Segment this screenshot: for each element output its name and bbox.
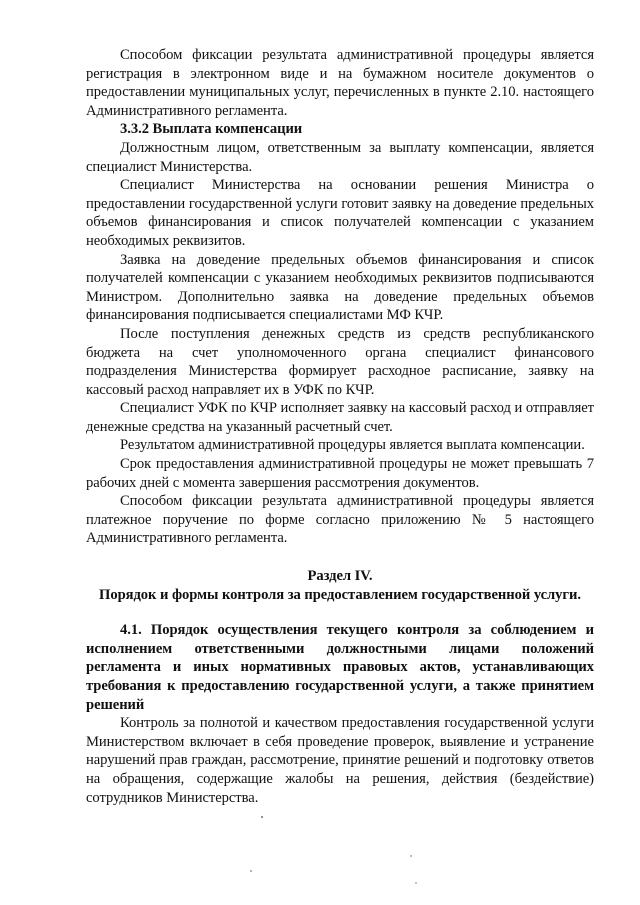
- paragraph-request-signing: Заявка на доведение предельных объемов финансирования и список получателей компенсации с указанием необходимых реквизитов подписываются Министром. Дополнительно заявка на доведение предельных объемов финансирования подписывается специалистами МФ КЧР.: [86, 251, 594, 324]
- section-title: Порядок и формы контроля за предоставлением государственной услуги.: [99, 586, 581, 603]
- paragraph-ufk-execution: Специалист УФК по КЧР исполняет заявку на кассовый расход и отправляет денежные средства на указанный расчетный счет.: [86, 400, 594, 435]
- spacer: [86, 604, 594, 621]
- heading-3-3-2: 3.3.2 Выплата компенсации: [120, 121, 303, 138]
- paragraph-control: Контроль за полнотой и качеством предоставления государственной услуги Министерством включает в себя проведение проверок, выявление и устранение нарушений прав граждан, рассмотрение, принятие решений и подготовку ответов на обращения, содержащие жалобы на решения, действия (бездействие) сотрудников Министерства.: [86, 715, 594, 806]
- paragraph-funds-receipt: После поступления денежных средств из средств республиканского бюджета на счет уполномоченного органа специалист финансового подразделения Министерства формирует расходное расписание, заявку на кассовый расход направляет их в УФК по КЧР.: [86, 325, 594, 398]
- paragraph-responsible-official: Должностным лицом, ответственным за выплату компенсации, является специалист Министерства.: [86, 139, 594, 175]
- document-page: [86, 46, 594, 807]
- paragraph-specialist-request: Специалист Министерства на основании решения Министра о предоставлении государственной услуги готовит заявку на доведение предельных объемов финансирования и список получателей компенсации с указанием необходимых реквизитов.: [86, 177, 594, 249]
- paragraph-payment-order: Способом фиксации результата административной процедуры является платежное поручение по форме согласно приложению № 5 настоящего Административного регламента.: [86, 493, 594, 547]
- heading-4-1: 4.1. Порядок осуществления текущего контроля за соблюдением и исполнением ответственными должностными лицами положений регламента и иных нормативных правовых актов, устанавливающих требования к предоставлению государственной услуги, а также принятием решений: [86, 622, 594, 713]
- scan-speck: [261, 816, 263, 818]
- scan-speck: [410, 855, 411, 856]
- spacer: [86, 548, 594, 567]
- scan-speck: [415, 882, 416, 883]
- section-label: Раздел IV.: [307, 568, 373, 585]
- paragraph-result: Результатом административной процедуры является выплата компенсации.: [120, 437, 585, 454]
- paragraph-fixation-registration: Способом фиксации результата административной процедуры является регистрация в электронном виде и на бумажном носителе документов о предоставлении муниципальных услуг, перечисленных в пункте 2.10. настоящего Административного регламента.: [86, 47, 594, 119]
- scan-speck: [250, 870, 252, 872]
- paragraph-deadline: Срок предоставления административной процедуры не может превышать 7 рабочих дней с момента завершения рассмотрения документов.: [86, 456, 594, 491]
